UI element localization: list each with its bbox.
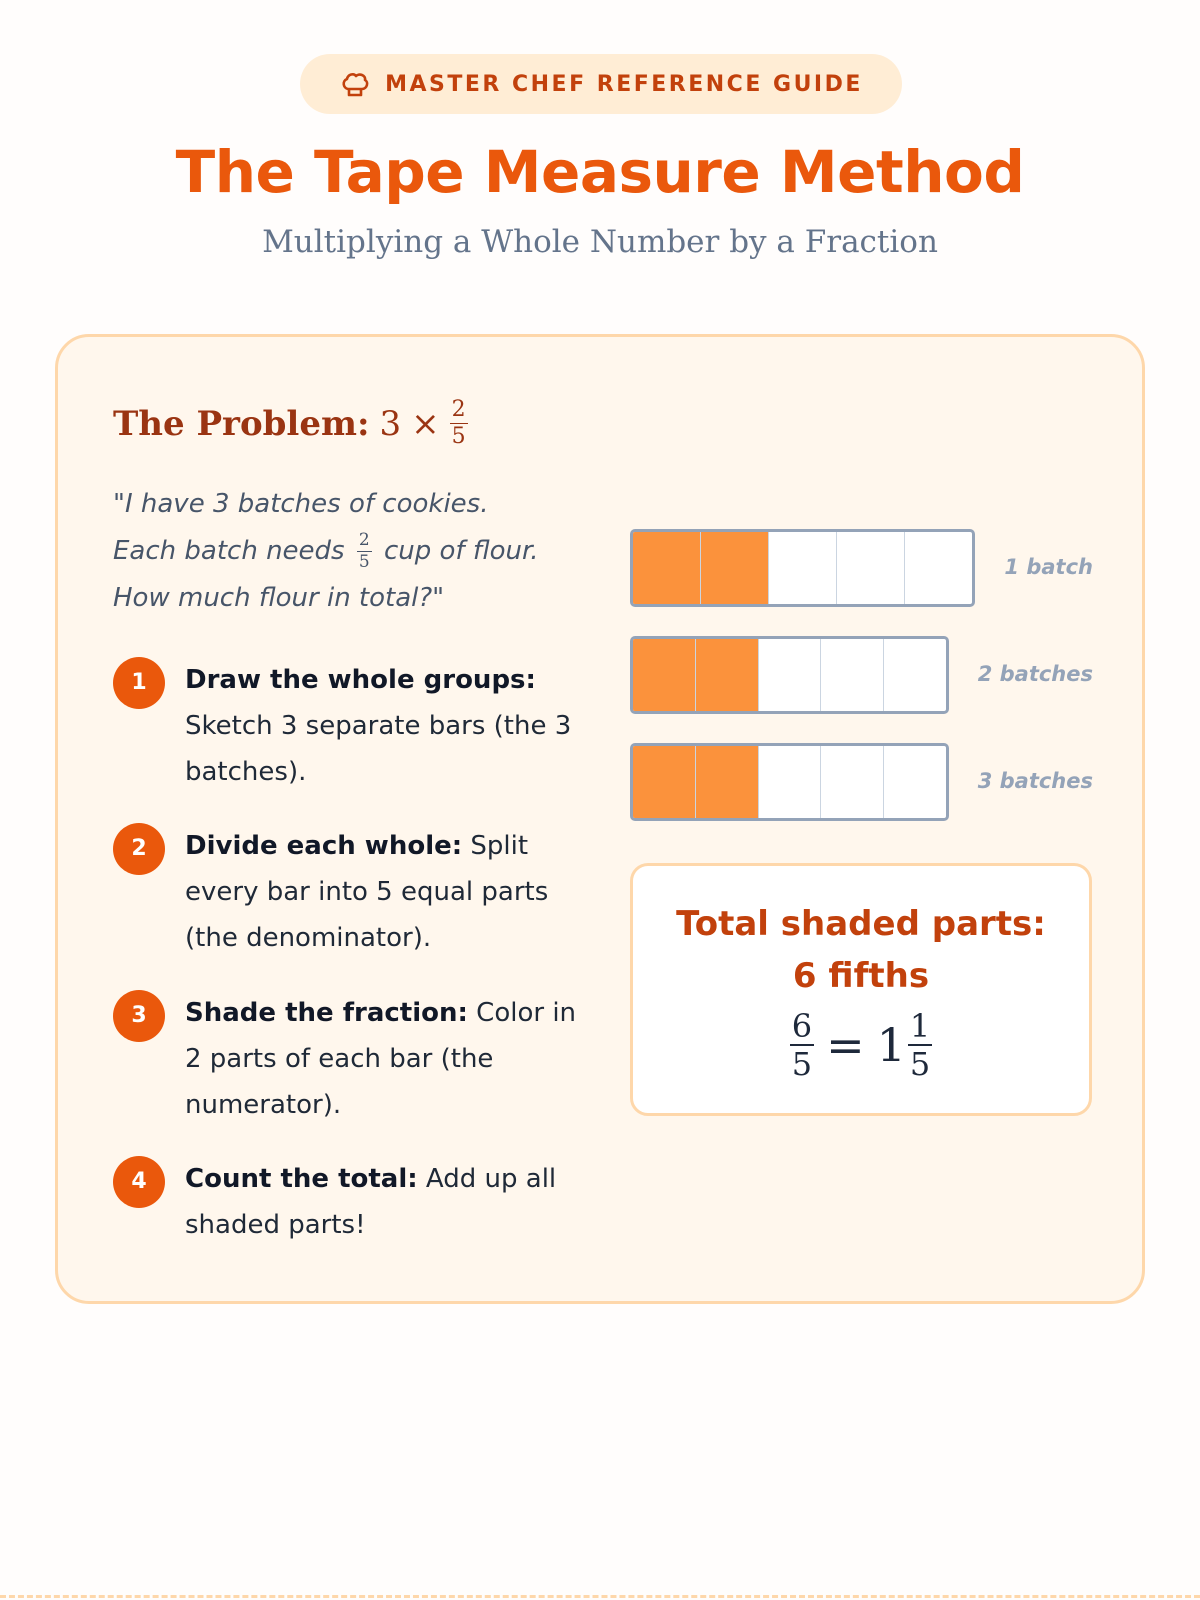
story-line-2 [113,528,593,575]
shaded-segment [633,639,695,711]
story-line-1: "I have 3 batches of cookies. [113,489,489,519]
tape-bar-2 [630,636,949,714]
problem-label: The Problem: [113,403,370,444]
step-text: Add up all shaded parts! [185,1164,557,1240]
step-number-badge: 1 [113,657,165,709]
problem-expression [380,399,468,448]
step-item [113,823,593,990]
tape-bar-label: 1 batch [1004,555,1093,579]
total-line-2: 6 fifths [792,956,930,996]
story-numerator: 2 [358,530,370,550]
empty-segment [836,532,904,604]
story-line-3: How much flour in total?" [113,583,445,613]
total-line-1: Total shaded parts: [676,904,1046,944]
story-line-2-after: cup of flour. [383,536,539,566]
problem-numerator: 2 [451,397,466,422]
step-item [113,657,593,797]
chef-hat-icon [339,68,371,100]
step-item [113,1156,593,1248]
improper-numerator: 6 [791,1007,813,1045]
page-title: The Tape Measure Method [175,138,1025,206]
shaded-segment [633,532,700,604]
step-number-badge: 2 [113,823,165,875]
empty-segment [820,639,883,711]
empty-segment [883,746,946,818]
equals-symbol: = [826,1018,865,1072]
improper-fraction [790,1007,814,1083]
total-heading [633,898,1089,1002]
problem-denominator: 5 [451,424,466,449]
tape-bar-3 [630,743,949,821]
step-title: Shade the fraction: [185,998,468,1028]
times-symbol: × [411,403,440,444]
empty-segment [820,746,883,818]
step-number-badge: 4 [113,1156,165,1208]
step-number-badge: 3 [113,990,165,1042]
mixed-fraction [908,1007,932,1083]
mixed-denominator: 5 [909,1045,931,1083]
total-equation [633,1007,1089,1083]
improper-denominator: 5 [791,1045,813,1083]
step-text: Split every bar into 5 equal parts (the denominator). [185,831,549,953]
problem-heading [113,399,468,448]
footer-divider [0,1595,1200,1598]
total-box [630,863,1092,1116]
step-text: Color in 2 parts of each bar (the numerator). [185,998,577,1120]
badge-text: MASTER CHEF REFERENCE GUIDE [385,71,863,97]
shaded-segment [700,532,768,604]
guide-badge [300,54,902,114]
tape-bar-1 [630,529,975,607]
problem-whole: 3 [379,403,402,444]
empty-segment [883,639,946,711]
page-subtitle: Multiplying a Whole Number by a Fraction [262,224,938,260]
story-line-2-before: Each batch needs [113,536,345,566]
empty-segment [904,532,972,604]
story-denominator: 5 [358,552,370,572]
problem-fraction [450,399,468,448]
tape-bar-label: 2 batches [977,662,1093,686]
empty-segment [758,639,821,711]
shaded-segment [695,639,758,711]
step-item [113,990,593,1130]
step-title: Draw the whole groups: [185,665,536,695]
steps-list [113,657,593,1248]
empty-segment [758,746,821,818]
mixed-numerator: 1 [909,1007,931,1045]
shaded-segment [695,746,758,818]
tape-bar-label: 3 batches [977,769,1093,793]
mixed-number [876,1007,933,1083]
empty-segment [768,532,836,604]
mixed-whole: 1 [876,1018,906,1072]
step-title: Divide each whole: [185,831,463,861]
step-title: Count the total: [185,1164,418,1194]
lesson-card [55,334,1145,1304]
shaded-segment [633,746,695,818]
word-problem [113,481,593,622]
story-fraction [357,532,372,571]
step-text: Sketch 3 separate bars (the 3 batches). [185,711,572,787]
